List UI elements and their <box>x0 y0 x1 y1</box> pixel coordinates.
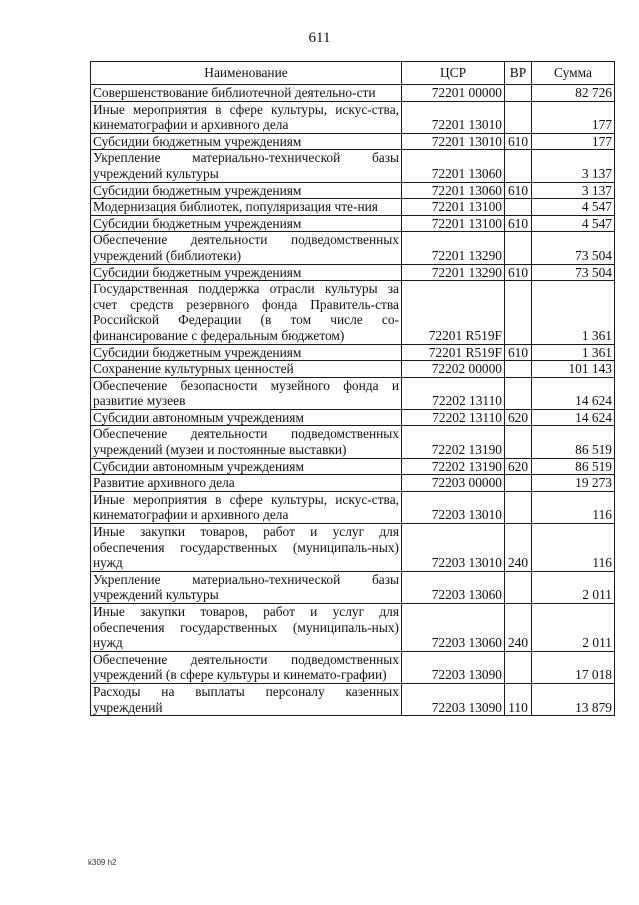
cell-sum: 1 361 <box>532 344 615 361</box>
cell-csr: 72201 13290 <box>402 264 505 281</box>
cell-name: Субсидии бюджетным учреждениям <box>91 133 402 150</box>
table-row <box>91 458 615 475</box>
cell-csr: 72201 00000 <box>402 85 505 102</box>
cell-vr: 240 <box>505 524 532 572</box>
cell-sum: 4 547 <box>532 199 615 216</box>
table-row <box>91 281 615 344</box>
cell-sum: 4 547 <box>532 215 615 232</box>
cell-name: Иные закупки товаров, работ и услуг для обеспечения государственных (муниципаль-ных) нужд <box>91 524 402 572</box>
cell-csr: 72201 13100 <box>402 199 505 216</box>
cell-vr <box>505 281 532 344</box>
page-number: 611 <box>308 30 331 46</box>
table-row <box>91 475 615 492</box>
cell-csr: 72203 13060 <box>402 604 505 652</box>
cell-csr: 72201 13010 <box>402 101 505 133</box>
cell-name: Укрепление материально-технической базы учреждений культуры <box>91 571 402 603</box>
cell-vr: 610 <box>505 182 532 199</box>
cell-name: Обеспечение безопасности музейного фонда и развитие музеев <box>91 377 402 409</box>
cell-sum: 86 519 <box>532 458 615 475</box>
cell-sum: 82 726 <box>532 85 615 102</box>
cell-name: Иные мероприятия в сфере культуры, искус-ства, кинематографии и архивного дела <box>91 491 402 523</box>
budget-table <box>90 61 615 716</box>
cell-csr: 72201 R519F <box>402 281 505 344</box>
cell-vr: 610 <box>505 215 532 232</box>
table-row <box>91 409 615 426</box>
table-row <box>91 524 615 572</box>
cell-sum: 73 504 <box>532 264 615 281</box>
cell-name: Субсидии бюджетным учреждениям <box>91 215 402 232</box>
cell-csr: 72201 R519F <box>402 344 505 361</box>
cell-vr <box>505 199 532 216</box>
cell-sum: 2 011 <box>532 604 615 652</box>
table-row <box>91 604 615 652</box>
cell-vr: 610 <box>505 264 532 281</box>
cell-csr: 72202 13190 <box>402 426 505 458</box>
cell-csr: 72203 13010 <box>402 491 505 523</box>
cell-name: Субсидии бюджетным учреждениям <box>91 344 402 361</box>
cell-vr: 240 <box>505 604 532 652</box>
table-row <box>91 85 615 102</box>
cell-name: Расходы на выплаты персоналу казенных учреждений <box>91 683 402 715</box>
table-row <box>91 571 615 603</box>
table-row <box>91 491 615 523</box>
cell-vr: 610 <box>505 133 532 150</box>
table-row <box>91 199 615 216</box>
cell-sum: 116 <box>532 491 615 523</box>
cell-name: Развитие архивного дела <box>91 475 402 492</box>
cell-csr: 72201 13060 <box>402 150 505 182</box>
table-row <box>91 150 615 182</box>
cell-vr: 110 <box>505 683 532 715</box>
cell-csr: 72203 13090 <box>402 683 505 715</box>
cell-name: Обеспечение деятельности подведомственных учреждений (библиотеки) <box>91 232 402 264</box>
cell-vr <box>505 361 532 378</box>
cell-sum: 116 <box>532 524 615 572</box>
table-row <box>91 101 615 133</box>
cell-vr: 620 <box>505 458 532 475</box>
cell-csr: 72202 00000 <box>402 361 505 378</box>
cell-sum: 19 273 <box>532 475 615 492</box>
cell-vr <box>505 232 532 264</box>
cell-sum: 177 <box>532 101 615 133</box>
cell-csr: 72202 13110 <box>402 409 505 426</box>
table-row <box>91 182 615 199</box>
header-row <box>91 62 615 85</box>
table-row <box>91 344 615 361</box>
cell-sum: 177 <box>532 133 615 150</box>
cell-name: Государственная поддержка отрасли культуры за счет средств резервного фонда Правитель-ства Российской Федерации (в том числе со-финансирование с федеральным бюджетом) <box>91 281 402 344</box>
cell-name: Обеспечение деятельности подведомственных учреждений (в сфере культуры и кинемато-графии) <box>91 651 402 683</box>
cell-csr: 72202 13190 <box>402 458 505 475</box>
cell-sum: 13 879 <box>532 683 615 715</box>
table-row <box>91 232 615 264</box>
cell-sum: 1 361 <box>532 281 615 344</box>
table-row <box>91 133 615 150</box>
cell-sum: 3 137 <box>532 150 615 182</box>
cell-vr <box>505 85 532 102</box>
cell-csr: 72201 13060 <box>402 182 505 199</box>
cell-csr: 72202 13110 <box>402 377 505 409</box>
cell-name: Субсидии бюджетным учреждениям <box>91 264 402 281</box>
header-name: Наименование <box>91 62 402 85</box>
cell-name: Модернизация библиотек, популяризация чте-ния <box>91 199 402 216</box>
cell-csr: 72203 13090 <box>402 651 505 683</box>
cell-name: Сохранение культурных ценностей <box>91 361 402 378</box>
cell-sum: 17 018 <box>532 651 615 683</box>
cell-sum: 101 143 <box>532 361 615 378</box>
cell-sum: 14 624 <box>532 409 615 426</box>
header-sum: Сумма <box>532 62 615 85</box>
cell-sum: 14 624 <box>532 377 615 409</box>
cell-sum: 73 504 <box>532 232 615 264</box>
cell-name: Иные мероприятия в сфере культуры, искус-ства, кинематографии и архивного дела <box>91 101 402 133</box>
cell-vr <box>505 426 532 458</box>
table-row <box>91 683 615 715</box>
cell-csr: 72201 13290 <box>402 232 505 264</box>
cell-name: Субсидии автономным учреждениям <box>91 458 402 475</box>
cell-name: Иные закупки товаров, работ и услуг для обеспечения государственных (муниципаль-ных) нужд <box>91 604 402 652</box>
cell-sum: 2 011 <box>532 571 615 603</box>
table-row <box>91 651 615 683</box>
cell-csr: 72201 13010 <box>402 133 505 150</box>
table-row <box>91 215 615 232</box>
cell-vr <box>505 150 532 182</box>
cell-name: Субсидии бюджетным учреждениям <box>91 182 402 199</box>
cell-sum: 3 137 <box>532 182 615 199</box>
cell-vr <box>505 571 532 603</box>
cell-vr <box>505 101 532 133</box>
cell-vr <box>505 377 532 409</box>
cell-vr: 620 <box>505 409 532 426</box>
cell-csr: 72203 00000 <box>402 475 505 492</box>
cell-name: Обеспечение деятельности подведомственных учреждений (музеи и постоянные выставки) <box>91 426 402 458</box>
cell-vr: 610 <box>505 344 532 361</box>
cell-name: Укрепление материально-технической базы учреждений культуры <box>91 150 402 182</box>
cell-name: Субсидии автономным учреждениям <box>91 409 402 426</box>
cell-name: Совершенствование библиотечной деятельно-сти <box>91 85 402 102</box>
table-row <box>91 361 615 378</box>
cell-csr: 72203 13060 <box>402 571 505 603</box>
header-vr: ВР <box>505 62 532 85</box>
cell-csr: 72201 13100 <box>402 215 505 232</box>
cell-sum: 86 519 <box>532 426 615 458</box>
table-row <box>91 264 615 281</box>
cell-vr <box>505 651 532 683</box>
cell-csr: 72203 13010 <box>402 524 505 572</box>
header-csr: ЦСР <box>402 62 505 85</box>
cell-vr <box>505 491 532 523</box>
table-row <box>91 377 615 409</box>
footer-code: k309 h2 <box>88 858 117 867</box>
cell-vr <box>505 475 532 492</box>
table-row <box>91 426 615 458</box>
